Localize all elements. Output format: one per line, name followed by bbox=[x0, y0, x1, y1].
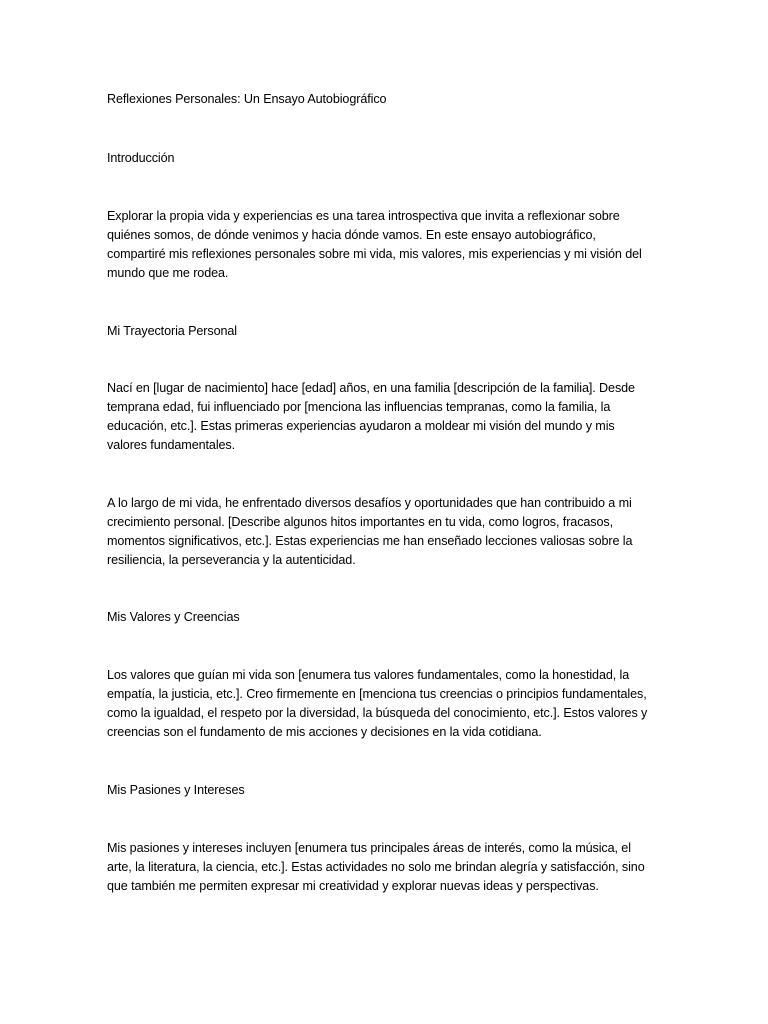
paragraph-line: como la igualdad, el respeto por la diversidad, la búsqueda del conocimiento, etc.]. Estos valores y bbox=[107, 706, 648, 720]
paragraph-line: crecimiento personal. [Describe algunos hitos importantes en tu vida, como logros, fracasos, bbox=[107, 515, 613, 529]
paragraph-line: educación, etc.]. Estas primeras experiencias ayudaron a moldear mi visión del mundo y mis bbox=[107, 419, 615, 433]
paragraph-line: compartiré mis reflexiones personales sobre mi vida, mis valores, mis experiencias y mi visión del bbox=[107, 247, 642, 261]
paragraph-line: creencias son el fundamento de mis acciones y decisiones en la vida cotidiana. bbox=[107, 725, 542, 739]
paragraph-line: arte, la literatura, la ciencia, etc.]. Estas actividades no solo me brindan alegría y satisfacción, sino bbox=[107, 860, 645, 874]
section-heading-pasiones: Mis Pasiones y Intereses bbox=[107, 783, 245, 797]
paragraph-line: Nací en [lugar de nacimiento] hace [edad] años, en una familia [descripción de la familia]. Desde bbox=[107, 381, 635, 395]
paragraph-line: que también me permiten expresar mi creatividad y explorar nuevas ideas y perspectivas. bbox=[107, 879, 599, 893]
document-title: Reflexiones Personales: Un Ensayo Autobiográfico bbox=[107, 92, 387, 106]
paragraph-line: momentos significativos, etc.]. Estas experiencias me han enseñado lecciones valiosas sobre la bbox=[107, 534, 633, 548]
section-heading-valores: Mis Valores y Creencias bbox=[107, 610, 240, 624]
paragraph-line: valores fundamentales. bbox=[107, 438, 236, 452]
paragraph-line: A lo largo de mi vida, he enfrentado diversos desafíos y oportunidades que han contribuido a mi bbox=[107, 496, 632, 510]
paragraph-line: temprana edad, fui influenciado por [menciona las influencias tempranas, como la familia, la bbox=[107, 400, 611, 414]
paragraph-line: Mis pasiones y intereses incluyen [enumera tus principales áreas de interés, como la música, el bbox=[107, 841, 631, 855]
paragraph-line: Los valores que guían mi vida son [enumera tus valores fundamentales, como la honestidad, la bbox=[107, 668, 630, 682]
paragraph-line: Explorar la propia vida y experiencias es una tarea introspectiva que invita a reflexionar sobre bbox=[107, 209, 620, 223]
paragraph-line: quiénes somos, de dónde venimos y hacia dónde vamos. En este ensayo autobiográfico, bbox=[107, 228, 596, 242]
paragraph-line: mundo que me rodea. bbox=[107, 266, 229, 280]
paragraph-line: empatía, la justicia, etc.]. Creo firmemente en [menciona tus creencias o principios fundamentales, bbox=[107, 687, 647, 701]
section-heading-introduccion: Introducción bbox=[107, 151, 175, 165]
paragraph-line: resiliencia, la perseverancia y la autenticidad. bbox=[107, 553, 356, 567]
section-heading-trayectoria: Mi Trayectoria Personal bbox=[107, 324, 237, 338]
